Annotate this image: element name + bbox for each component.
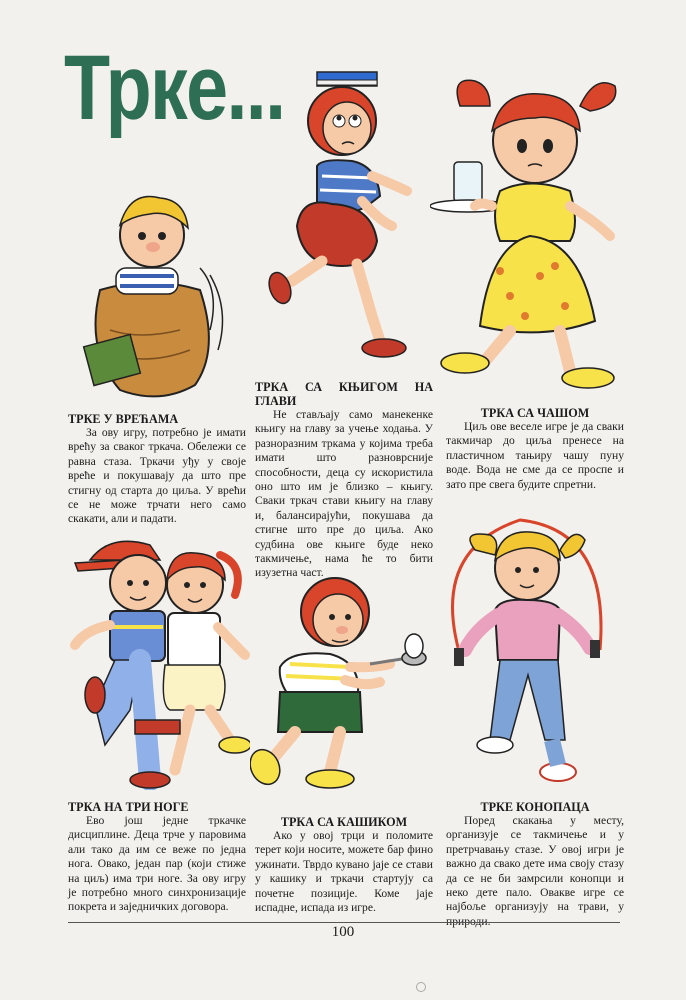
section-heading: ТРКА СА КАШИКОМ <box>280 815 408 829</box>
page-number: 100 <box>331 924 355 940</box>
section-body: За ову игру, потребно је имати врећу за сваког тркача. Обележи се равна стаза. Тркачи уђу у своје вреће и покушавају да што пре стигну од старта до циља. У врећи се не може трчати него само скакати, али и падати. <box>68 426 246 526</box>
section-heading: ТРКЕ У ВРЕЋАМА <box>68 412 179 426</box>
section-heading: ТРКА СА ЧАШОМ <box>480 406 590 420</box>
spoon-race-illustration <box>250 572 435 797</box>
section-body: Ако у овој трци и поломите терет који носите, можете бар фино ужинати. Тврдо кувано јаје се стави у кашику и тркачи стартују са почетне позиције. Коме јаје испадне, испада из игре. <box>255 829 433 915</box>
page-title: Трке... <box>64 37 285 139</box>
book-race-illustration <box>262 66 417 366</box>
section-body: Не стављају само манекенке књигу на главу за учење ходања. У разноразним тркама у којима треба имати што разноврсније способности, деца су искористила оно што им је близко – књигу. Сваки тркач стави књигу на главу и, балансирајући, покушава да стигне што пре до циља. Ако судбина ове књиге буде неко такмичење, нама ће то бити изузетна част. <box>255 408 433 580</box>
section-heading: ТРКА НА ТРИ НОГЕ <box>68 800 189 814</box>
jump-rope-race-illustration <box>440 510 615 795</box>
footer-divider <box>68 922 620 923</box>
three-legged-race-illustration <box>70 535 250 790</box>
section-heading: ТРКА СА КЊИГОМ НА ГЛАВИ <box>255 380 433 408</box>
section-body: Поред скакања у месту, организује се такмичење и у претрчавању стазе. У овој игри је важно да свако дете има своју стазу да се не би замрсили конопци и неко дете пало. Овакве игре се најбоље организују на трави, у <box>446 814 624 914</box>
section-jump-rope-race <box>446 800 624 929</box>
section-sack-race <box>68 412 246 527</box>
sack-race-illustration <box>80 180 240 405</box>
section-heading: ТРКЕ КОНОПАЦА <box>480 800 590 814</box>
section-spoon-race <box>255 815 433 915</box>
section-body: Циљ ове веселе игре је да сваки такмичар до циља пренесе на пластичном тањиру чашу пуну воде. Вода не сме да се проспе и зато пре свега будите спретни. <box>446 420 624 491</box>
section-glass-race <box>446 406 624 492</box>
binding-hole-mark <box>416 982 426 992</box>
section-body: Ево још једне тркачке дисциплине. Деца трче у паровима али тако да им се веже по једна нога. Овако, један пар (који стиже на циљ) има три ноге. За ову игру је потребно много синхронизације покрета и заједничких договора. <box>68 814 246 914</box>
glass-race-illustration <box>430 66 630 401</box>
section-three-legged-race <box>68 800 246 915</box>
section-book-race <box>255 380 433 581</box>
